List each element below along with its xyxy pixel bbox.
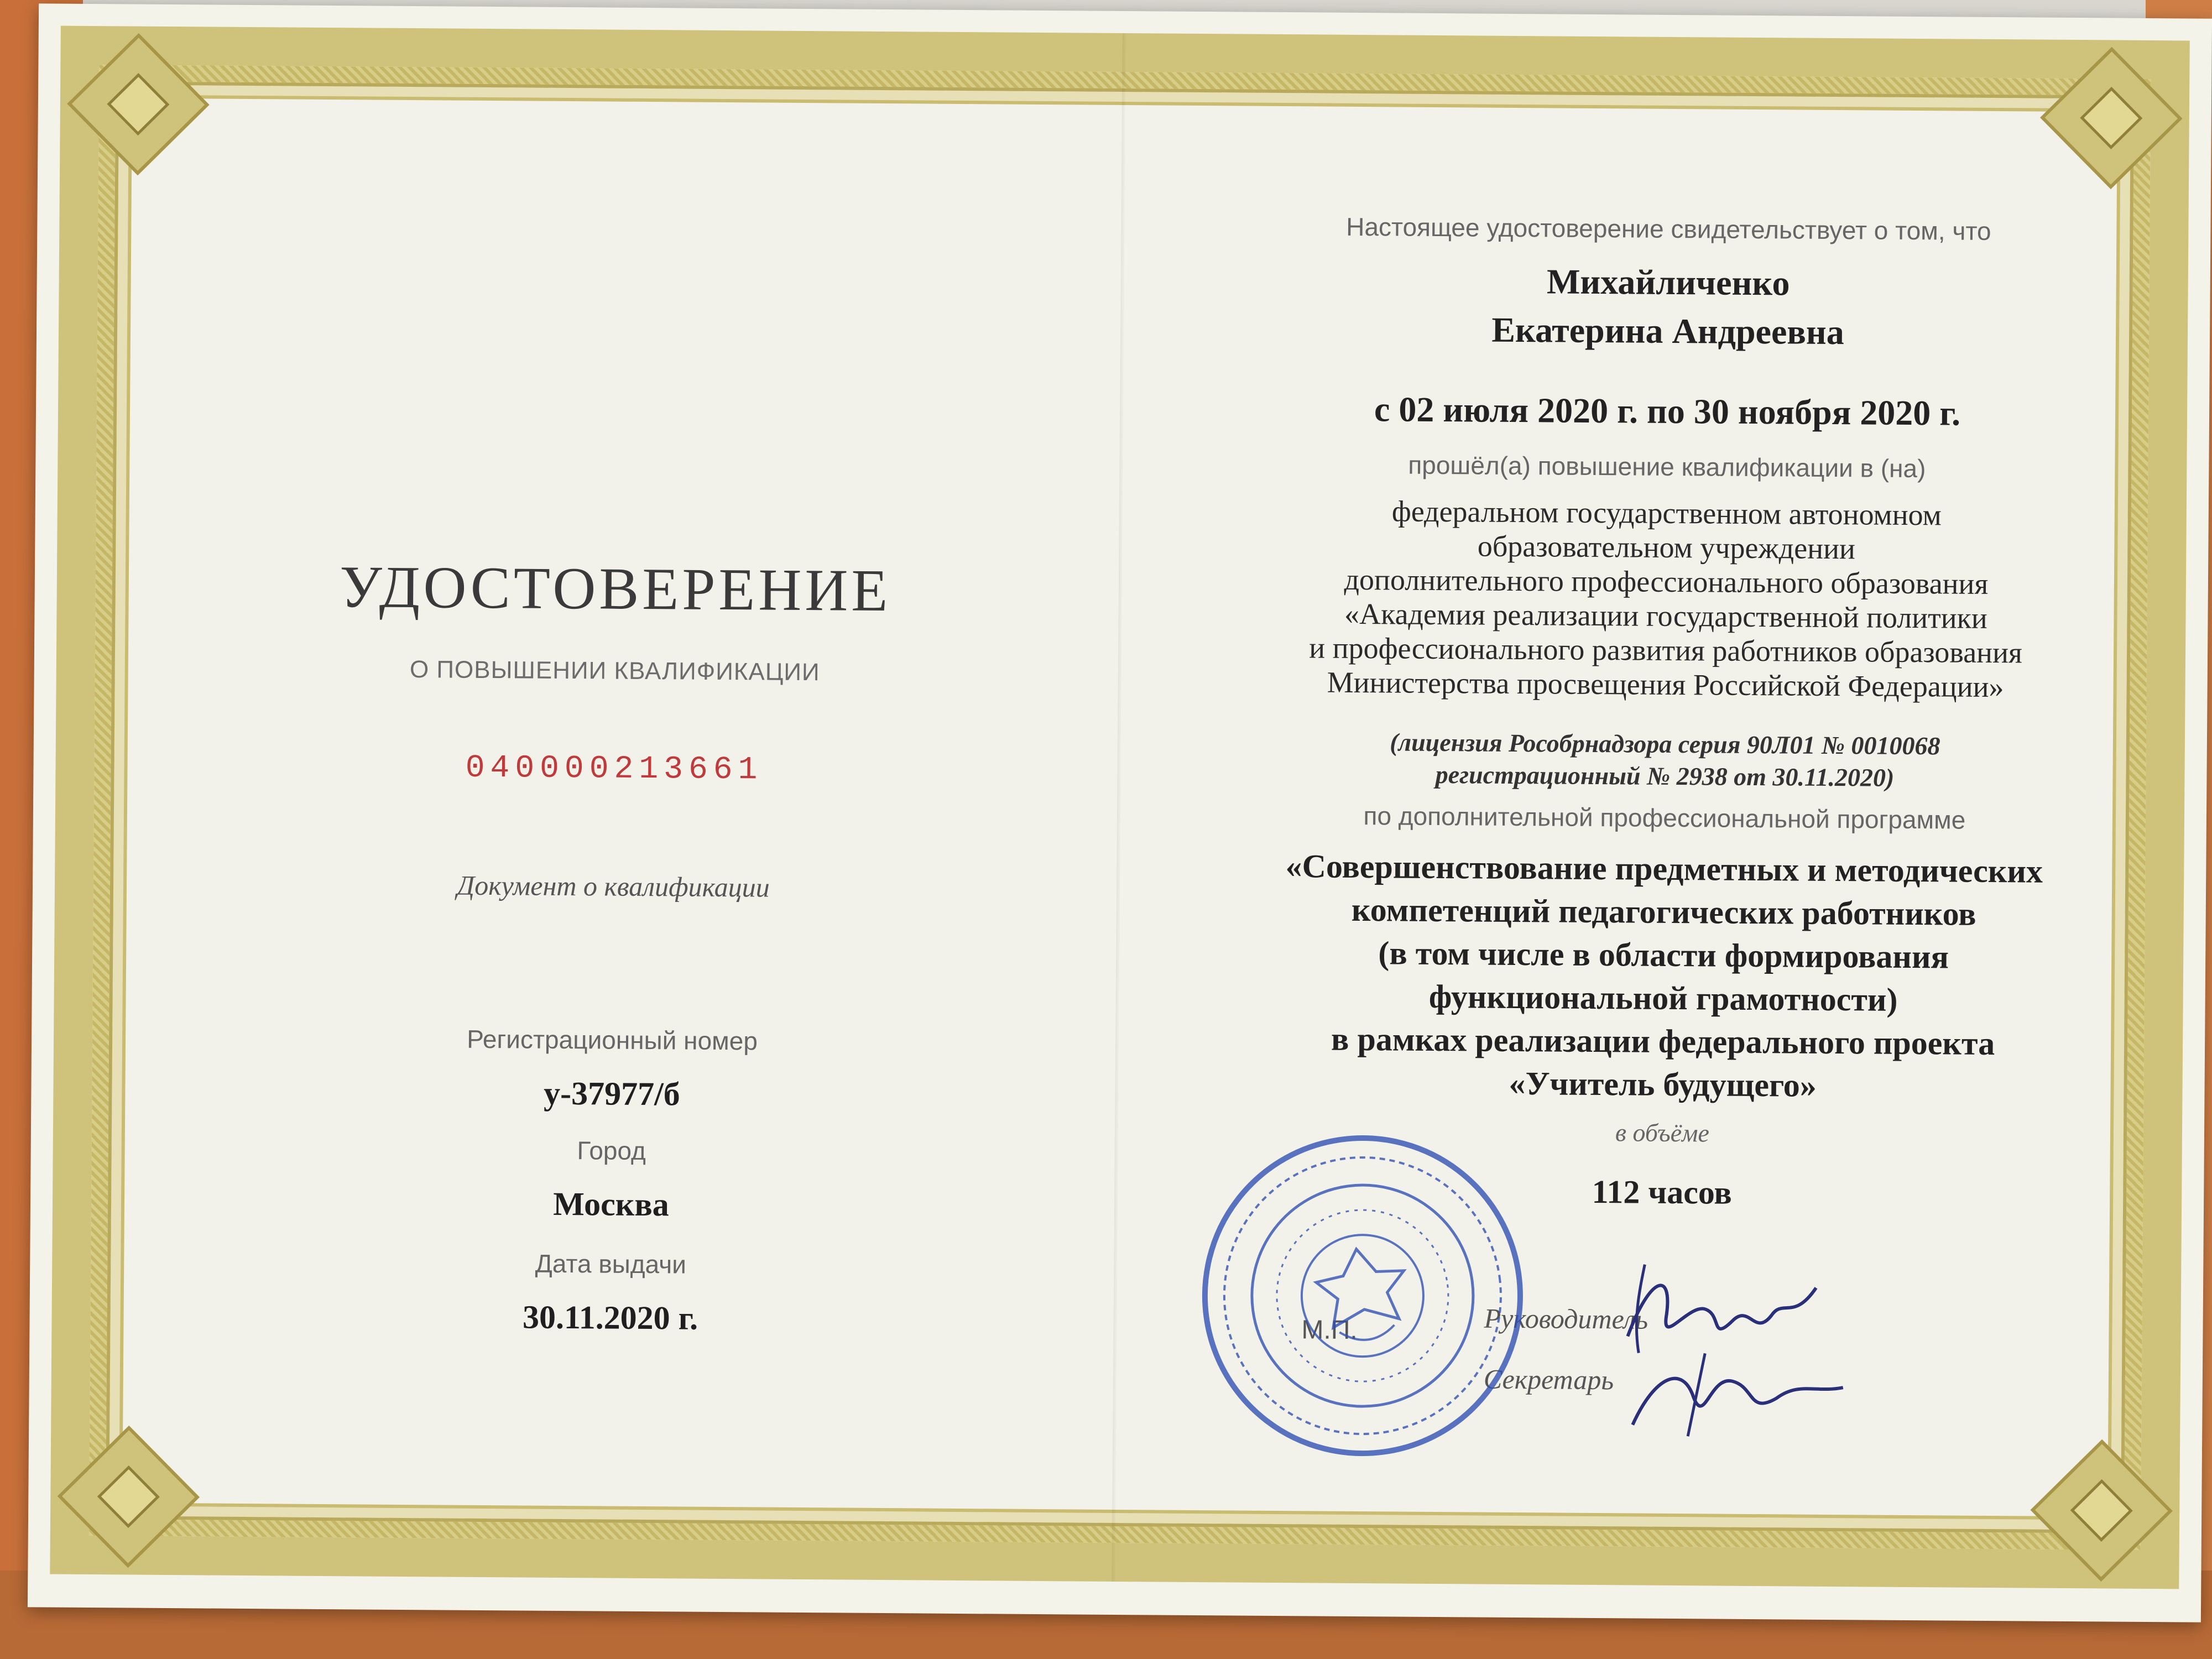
document-type-label: Документ о квалификации (457, 869, 770, 903)
program-line: компетенций педагогических работников (1351, 891, 1976, 932)
city-label: Город (577, 1136, 646, 1166)
training-period: с 02 июля 2020 г. по 30 ноября 2020 г. (1374, 389, 1961, 433)
program-label: по дополнительной профессиональной программе (1363, 801, 1966, 834)
institution-line: федеральном государственном автономном (1391, 494, 1942, 532)
intro-text: Настоящее удостоверение свидетельствует о том, что (1346, 212, 1991, 246)
license-line: (лицензия Рособрнадзора серия 90Л01 № 0010068 (1390, 728, 1940, 760)
institution-name (1201, 493, 2131, 705)
institution-line: «Академия реализации государственной политики (1344, 597, 1988, 635)
program-line: функциональной грамотности) (1428, 978, 1898, 1018)
certificate-title: УДОСТОВЕРЕНИЕ (339, 554, 891, 624)
registration-number-value: у-37977/б (543, 1074, 680, 1113)
license-info (1200, 725, 2130, 796)
seal-place-label: М.П. (1301, 1315, 1358, 1345)
certificate-subtitle: О ПОВЫШЕНИИ КВАЛИФИКАЦИИ (409, 656, 820, 686)
secretary-signature-label: Секретарь (1483, 1363, 1614, 1396)
program-line: «Учитель будущего» (1509, 1065, 1817, 1104)
secretary-signature (1621, 1342, 1854, 1443)
city-value: Москва (553, 1185, 669, 1223)
registration-number-label: Регистрационный номер (467, 1024, 758, 1056)
program-title (1198, 844, 2128, 1109)
issue-date-value: 30.11.2020 г. (522, 1298, 698, 1337)
holder-surname: Михайличенко (1546, 262, 1790, 303)
certificate-sheet (28, 3, 2212, 1622)
official-seal-stamp (1176, 1109, 1549, 1482)
program-line: «Совершенствование предметных и методических (1285, 848, 2043, 890)
issue-date-label: Дата выдачи (535, 1249, 687, 1279)
license-line: регистрационный № 2938 от 30.11.2020) (1435, 760, 1895, 792)
left-page (166, 4, 1062, 1614)
institution-line: образовательном учреждении (1477, 529, 1856, 566)
passed-text: прошёл(а) повышение квалификации в (на) (1408, 450, 1926, 483)
program-line: (в том числе в области формирования (1378, 935, 1949, 975)
head-signature-label: Руководитель (1484, 1302, 1648, 1335)
serial-number: 040000213661 (465, 750, 763, 789)
institution-line: и профессионального развития работников образования (1309, 631, 2023, 670)
holder-name (1203, 255, 2133, 359)
program-line: в рамках реализации федерального проекта (1331, 1020, 1995, 1062)
hours-value: 112 часов (1592, 1173, 1732, 1211)
institution-line: Министерства просвещения Российской Федерации» (1327, 665, 2004, 704)
holder-given-names: Екатерина Андреевна (1491, 310, 1845, 352)
institution-line: дополнительного профессионального образования (1344, 562, 1989, 601)
volume-label: в объёме (1615, 1118, 1710, 1147)
